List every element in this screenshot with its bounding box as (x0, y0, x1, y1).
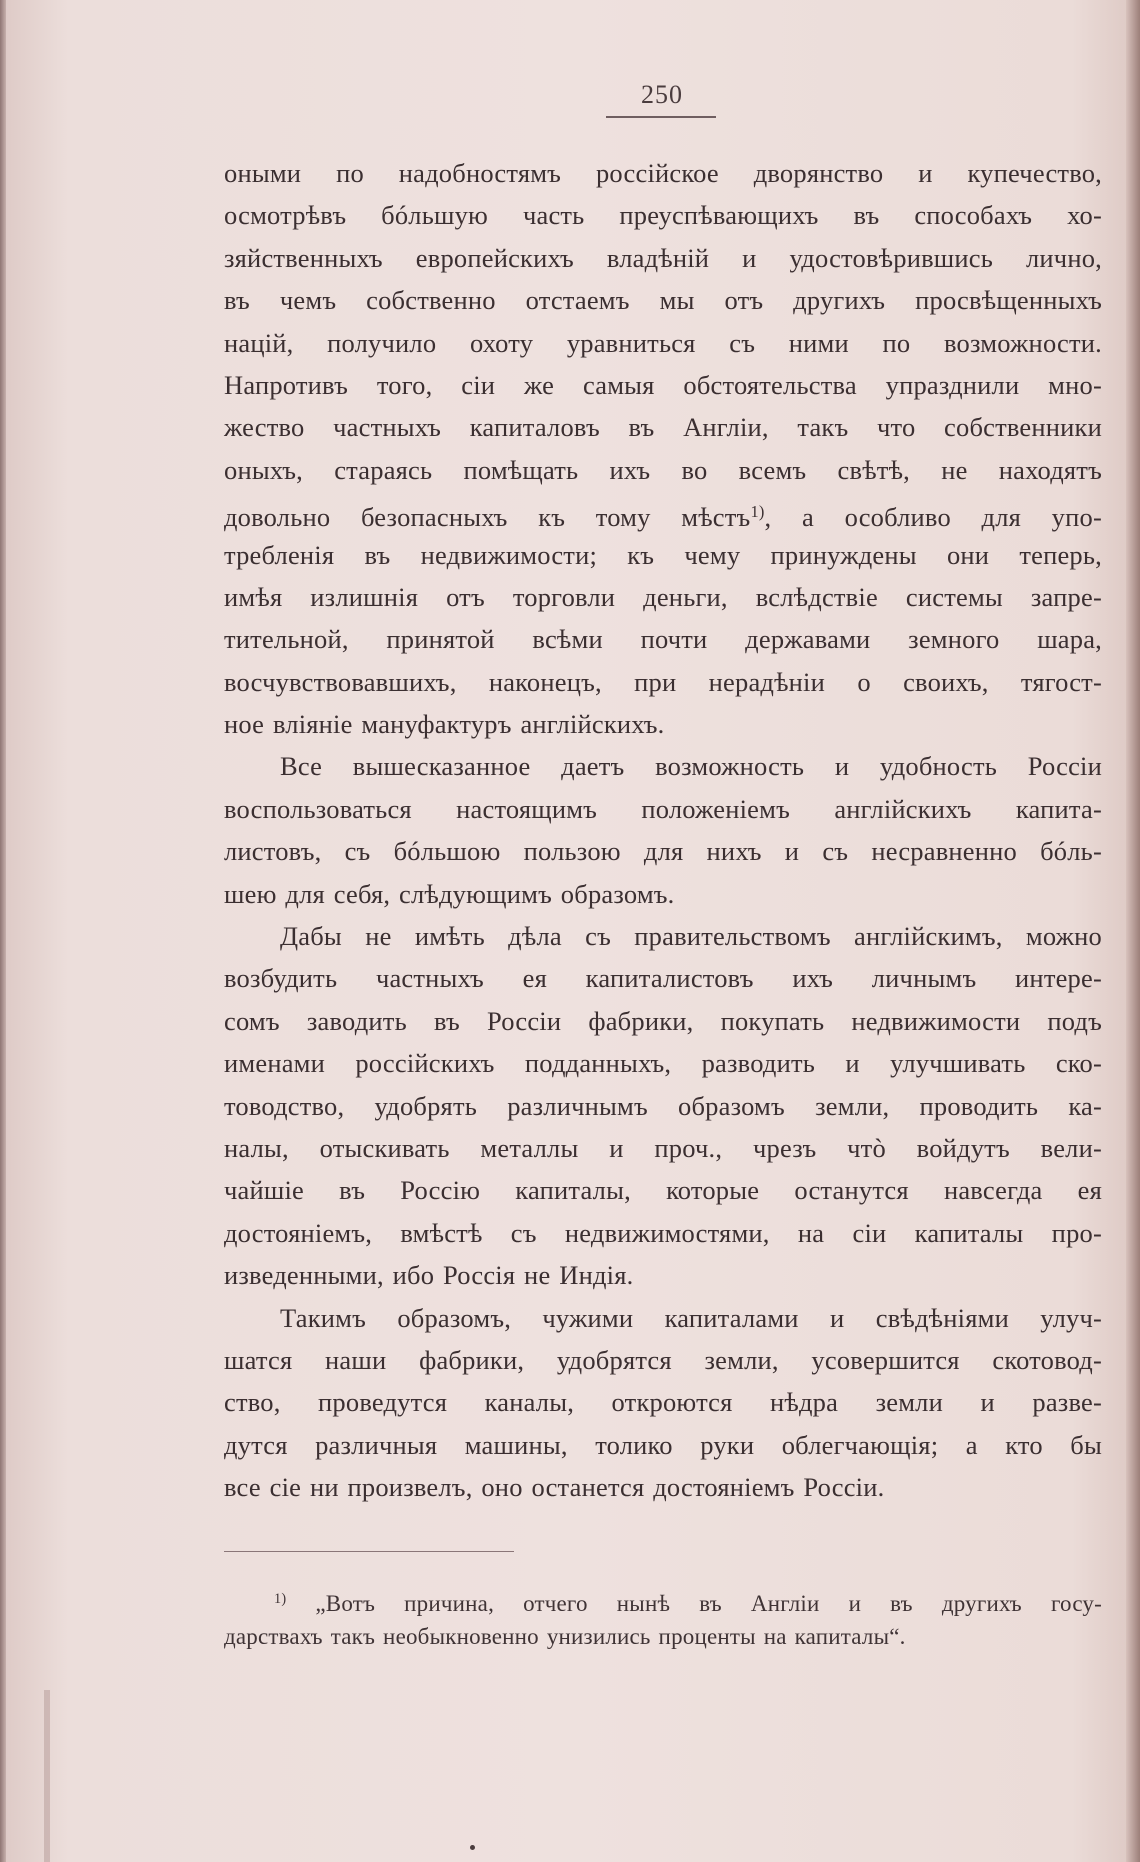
footnote-line (224, 1580, 1102, 1618)
text-line: шатся наши фабрики, удобрятся земли, усовершится скотовод- (224, 1344, 1102, 1375)
text-line: шею для себя, слѣдующимъ образомъ. (224, 878, 675, 909)
text-line: чайшіе въ Россію капиталы, которые останутся навсегда ея (224, 1175, 1102, 1206)
text-line: воспользоваться настоящимъ положеніемъ англійскихъ капита- (224, 793, 1102, 824)
body-text (224, 152, 1102, 1509)
footnote (224, 1580, 1102, 1656)
text-line: дутся различныя машины, толико руки облегчающія; а кто бы (224, 1429, 1102, 1460)
text-line: тительной, принятой всѣми почти державами земного шара, (224, 624, 1102, 655)
paragraph-start: Такимъ образомъ, чужими капиталами и свѣдѣніями улуч- (280, 1302, 1102, 1333)
text-line: все сіе ни произвелъ, оно останется достояніемъ Россіи. (224, 1472, 885, 1503)
footnote-reference: 1) (750, 502, 765, 522)
text-line: налы, отыскивать металлы и проч., чрезъ чтò войдутъ вели- (224, 1132, 1102, 1163)
text-line: Напротивъ того, сіи же самыя обстоятельства упразднили мно- (224, 369, 1102, 400)
text-line: жество частныхъ капиталовъ въ Англіи, такъ что собственники (224, 412, 1102, 443)
binding-shadow (44, 1690, 50, 1862)
text-line: именами россійскихъ подданныхъ, разводить и улучшивать ско- (224, 1048, 1102, 1079)
text-line: восчувствовавшихъ, наконецъ, при нерадѣніи о своихъ, тягост- (224, 666, 1102, 697)
page-right-edge (1126, 0, 1140, 1862)
text-line-with-footnote (224, 491, 1102, 533)
paragraph-start: Все вышесказанное даетъ возможность и удобность Россіи (280, 751, 1102, 782)
text-line: сомъ заводить въ Россіи фабрики, покупать недвижимости подъ (224, 1005, 1102, 1036)
text-line: ное вліяніе мануфактуръ англійскихъ. (224, 709, 665, 740)
text-line: достояніемъ, вмѣстѣ съ недвижимостями, на сіи капиталы про- (224, 1217, 1102, 1248)
footnote-separator (224, 1551, 514, 1552)
text-line: возбудить частныхъ ея капиталистовъ ихъ личнымъ интере- (224, 963, 1102, 994)
text-line: изведенными, ибо Россія не Индія. (224, 1260, 634, 1291)
text-line: оными по надобностямъ россійское дворянство и купечество, (224, 158, 1102, 188)
text-line: ство, проведутся каналы, откроются нѣдра земли и разве- (224, 1387, 1102, 1418)
text-segment: довольно безопасныхъ къ тому мѣстъ (224, 502, 751, 533)
text-line: листовъ, съ бóльшою пользою для нихъ и съ несравненно бóль- (224, 836, 1102, 867)
ink-speck (470, 1845, 475, 1850)
text-segment: , а особливо для упо- (764, 502, 1102, 533)
text-line: націй, получило охоту уравниться съ ними по возможности. (224, 327, 1102, 358)
paragraph-start: Дабы не имѣть дѣла съ правительствомъ англійскимъ, можно (280, 921, 1102, 952)
footnote-line: дарствахъ такъ необыкновенно унизились проценты на капиталы“. (224, 1624, 906, 1649)
text-line: зяйственныхъ европейскихъ владѣній и удостовѣрившись лично, (224, 242, 1102, 273)
text-line: оныхъ, стараясь помѣщать ихъ во всемъ свѣтѣ, не находятъ (224, 454, 1102, 485)
page-number: 250 (641, 80, 683, 109)
page-number-underline (606, 116, 716, 118)
footnote-marker: 1) (274, 1591, 287, 1607)
text-line: товодство, удобрять различнымъ образомъ земли, проводить ка- (224, 1090, 1102, 1121)
text-line: требленія въ недвижимости; къ чему принуждены они теперь, (224, 539, 1102, 570)
page-left-edge (0, 0, 6, 1862)
text-line: въ чемъ собственно отстаемъ мы отъ другихъ просвѣщенныхъ (224, 285, 1102, 316)
text-line: осмотрѣвъ бóльшую часть преуспѣвающихъ въ способахъ хо- (224, 200, 1102, 231)
text-line: имѣя излишнія отъ торговли деньги, вслѣдствіе системы запре- (224, 581, 1102, 612)
footnote-text: „Вотъ причина, отчего нынѣ въ Англіи и въ другихъ госу- (315, 1590, 1102, 1616)
